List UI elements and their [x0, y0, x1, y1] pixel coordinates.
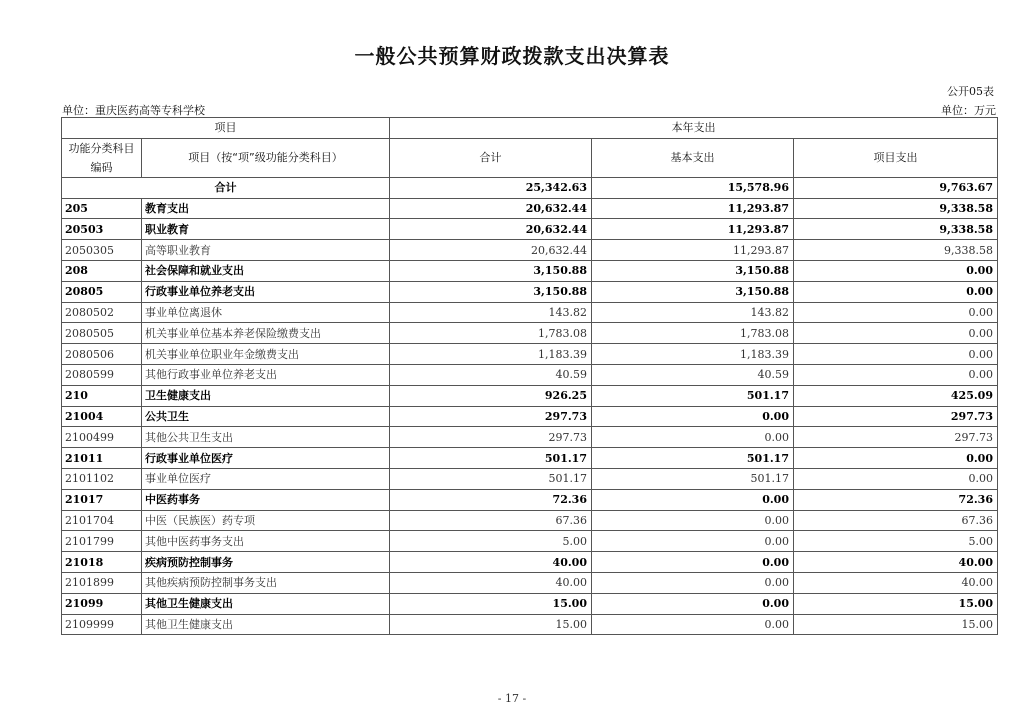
row-project: 40.00: [794, 572, 998, 593]
row-basic: 0.00: [592, 593, 794, 614]
header-project: 项目支出: [794, 138, 998, 177]
row-name: 中医药事务: [142, 489, 390, 510]
row-name: 职业教育: [142, 219, 390, 240]
row-code: 2100499: [62, 427, 142, 448]
row-basic: 0.00: [592, 572, 794, 593]
row-name: 其他卫生健康支出: [142, 614, 390, 635]
row-basic: 0.00: [592, 510, 794, 531]
row-name: 事业单位离退休: [142, 302, 390, 323]
row-project: 425.09: [794, 385, 998, 406]
row-total: 143.82: [390, 302, 592, 323]
row-total: 501.17: [390, 468, 592, 489]
row-basic: 0.00: [592, 406, 794, 427]
row-code: 21011: [62, 448, 142, 469]
table-row: [62, 364, 998, 385]
row-project: 40.00: [794, 552, 998, 573]
header-total: 合计: [390, 138, 592, 177]
row-name: 高等职业教育: [142, 240, 390, 261]
header-name: 项目（按“项”级功能分类科目）: [142, 138, 390, 177]
row-project: 72.36: [794, 489, 998, 510]
table-row: [62, 344, 998, 365]
row-basic: 143.82: [592, 302, 794, 323]
row-project: 297.73: [794, 406, 998, 427]
row-project: 0.00: [794, 344, 998, 365]
row-name: 机关事业单位基本养老保险缴费支出: [142, 323, 390, 344]
row-code: 2050305: [62, 240, 142, 261]
row-code: 210: [62, 385, 142, 406]
table-row: [62, 489, 998, 510]
row-total: 1,783.08: [390, 323, 592, 344]
total-project: 9,763.67: [794, 177, 998, 198]
row-code: 21004: [62, 406, 142, 427]
reporting-unit: 单位：重庆医药高等专科学校: [62, 104, 205, 117]
row-name: 教育支出: [142, 198, 390, 219]
table-row: [62, 323, 998, 344]
row-name: 其他疾病预防控制事务支出: [142, 572, 390, 593]
row-basic: 11,293.87: [592, 240, 794, 261]
table-row: [62, 302, 998, 323]
row-total: 297.73: [390, 427, 592, 448]
row-total: 20,632.44: [390, 198, 592, 219]
row-code: 2080505: [62, 323, 142, 344]
row-code: 21018: [62, 552, 142, 573]
row-project: 67.36: [794, 510, 998, 531]
form-number: 公开05表: [947, 85, 994, 98]
table-row: [62, 448, 998, 469]
row-code: 2101799: [62, 531, 142, 552]
row-project: 0.00: [794, 468, 998, 489]
row-basic: 0.00: [592, 531, 794, 552]
row-project: 0.00: [794, 448, 998, 469]
table-row: [62, 260, 998, 281]
table-row: [62, 385, 998, 406]
row-basic: 3,150.88: [592, 281, 794, 302]
table-row: [62, 552, 998, 573]
row-code: 21099: [62, 593, 142, 614]
table-row: [62, 572, 998, 593]
row-project: 0.00: [794, 302, 998, 323]
row-code: 2109999: [62, 614, 142, 635]
row-code: 2080599: [62, 364, 142, 385]
row-name: 其他卫生健康支出: [142, 593, 390, 614]
row-basic: 11,293.87: [592, 219, 794, 240]
row-code: 2101102: [62, 468, 142, 489]
row-name: 中医（民族医）药专项: [142, 510, 390, 531]
row-total: 40.00: [390, 572, 592, 593]
table-row: [62, 614, 998, 635]
row-basic: 0.00: [592, 427, 794, 448]
row-project: 15.00: [794, 614, 998, 635]
header-row-columns: [62, 138, 998, 177]
row-code: 2080502: [62, 302, 142, 323]
row-name: 行政事业单位医疗: [142, 448, 390, 469]
table-row: [62, 219, 998, 240]
row-project: 0.00: [794, 364, 998, 385]
header-item-group: 项目: [62, 118, 390, 139]
row-name: 其他中医药事务支出: [142, 531, 390, 552]
table-row: [62, 406, 998, 427]
row-total: 20,632.44: [390, 240, 592, 261]
row-basic: 3,150.88: [592, 260, 794, 281]
row-code: 205: [62, 198, 142, 219]
page-number: - 17 -: [497, 692, 527, 705]
row-project: 0.00: [794, 323, 998, 344]
header-row-group: [62, 118, 998, 139]
total-row: [62, 177, 998, 198]
row-code: 2101899: [62, 572, 142, 593]
row-total: 72.36: [390, 489, 592, 510]
page-title: 一般公共预算财政拨款支出决算表: [354, 44, 670, 68]
row-project: 9,338.58: [794, 198, 998, 219]
row-basic: 11,293.87: [592, 198, 794, 219]
row-basic: 0.00: [592, 552, 794, 573]
row-project: 9,338.58: [794, 240, 998, 261]
row-total: 1,183.39: [390, 344, 592, 365]
row-basic: 501.17: [592, 448, 794, 469]
table-row: [62, 281, 998, 302]
row-name: 事业单位医疗: [142, 468, 390, 489]
table-row: [62, 427, 998, 448]
row-total: 297.73: [390, 406, 592, 427]
row-total: 15.00: [390, 593, 592, 614]
row-name: 社会保障和就业支出: [142, 260, 390, 281]
header-current-year: 本年支出: [390, 118, 998, 139]
row-project: 0.00: [794, 260, 998, 281]
row-code: 20503: [62, 219, 142, 240]
total-basic: 15,578.96: [592, 177, 794, 198]
total-label: 合计: [62, 177, 390, 198]
row-code: 2080506: [62, 344, 142, 365]
row-basic: 1,783.08: [592, 323, 794, 344]
row-project: 5.00: [794, 531, 998, 552]
table-row: [62, 240, 998, 261]
row-name: 其他公共卫生支出: [142, 427, 390, 448]
row-name: 其他行政事业单位养老支出: [142, 364, 390, 385]
row-total: 40.00: [390, 552, 592, 573]
row-name: 疾病预防控制事务: [142, 552, 390, 573]
row-name: 公共卫生: [142, 406, 390, 427]
row-total: 3,150.88: [390, 281, 592, 302]
table-row: [62, 468, 998, 489]
header-code: 功能分类科目编码: [62, 138, 142, 177]
row-basic: 0.00: [592, 614, 794, 635]
row-total: 3,150.88: [390, 260, 592, 281]
row-total: 15.00: [390, 614, 592, 635]
row-project: 15.00: [794, 593, 998, 614]
row-total: 67.36: [390, 510, 592, 531]
row-project: 9,338.58: [794, 219, 998, 240]
row-name: 卫生健康支出: [142, 385, 390, 406]
table-row: [62, 510, 998, 531]
row-code: 21017: [62, 489, 142, 510]
row-name: 机关事业单位职业年金缴费支出: [142, 344, 390, 365]
row-project: 0.00: [794, 281, 998, 302]
row-basic: 0.00: [592, 489, 794, 510]
total-sum: 25,342.63: [390, 177, 592, 198]
currency-unit: 单位：万元: [941, 104, 996, 117]
row-code: 20805: [62, 281, 142, 302]
row-basic: 1,183.39: [592, 344, 794, 365]
table-row: [62, 531, 998, 552]
row-name: 行政事业单位养老支出: [142, 281, 390, 302]
row-total: 20,632.44: [390, 219, 592, 240]
row-basic: 501.17: [592, 385, 794, 406]
row-code: 2101704: [62, 510, 142, 531]
row-total: 40.59: [390, 364, 592, 385]
row-basic: 501.17: [592, 468, 794, 489]
table-row: [62, 198, 998, 219]
row-code: 208: [62, 260, 142, 281]
expenditure-table: [61, 117, 998, 635]
row-total: 501.17: [390, 448, 592, 469]
header-basic: 基本支出: [592, 138, 794, 177]
row-project: 297.73: [794, 427, 998, 448]
row-basic: 40.59: [592, 364, 794, 385]
row-total: 5.00: [390, 531, 592, 552]
table-row: [62, 593, 998, 614]
row-total: 926.25: [390, 385, 592, 406]
